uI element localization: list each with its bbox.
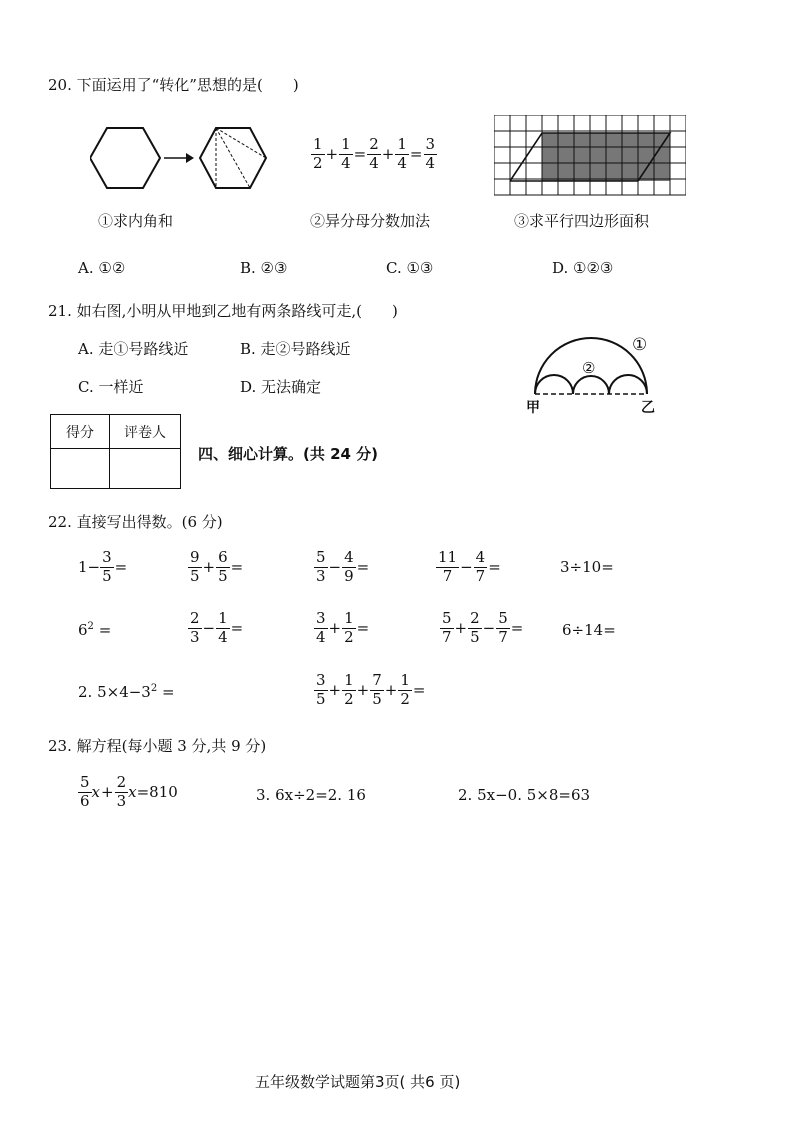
q20-option-c: C. ①③ [386,259,434,277]
q20-stem: 20. 下面运用了“转化”思想的是( ) [48,76,299,94]
end-label: 乙 [641,400,655,416]
q20-option-b: B. ②③ [240,259,288,277]
q22-r2c4: $\frac{5}{7}$ + $\frac{2}{5}$ − $\frac{5}{7}$ = [442,609,524,646]
q23-equation-2: 3. 6x÷2=2. 16 [256,786,366,804]
arrow-head [186,153,194,163]
q22-r2c2: $\frac{2}{3}$ − $\frac{1}{4}$ = [190,609,244,646]
q22-r1c1: 1− $\frac{3}{5}$ = [78,548,128,585]
q21-option-b: B. 走②号路线近 [240,340,351,358]
page-footer: 五年级数学试题第3页( 共6 页) [255,1073,461,1091]
route-2-label: ② [582,359,596,377]
q22-r2c1: $6^2$ = [78,621,112,639]
score-cell [51,449,110,489]
grader-cell [110,449,181,489]
q21-option-a: A. 走①号路线近 [78,340,189,358]
q20-option-a: A. ①② [78,259,126,277]
q22-r1c3: $\frac{5}{3}$ − $\frac{4}{9}$ = [316,548,370,585]
route-2-arc-c [609,375,647,394]
q20-option-d: D. ①②③ [552,259,614,277]
score-table [50,414,181,489]
q22-stem: 22. 直接写出得数。(6 分) [48,513,223,531]
hexagon-shape [90,128,160,188]
q23-stem: 23. 解方程(每小题 3 分,共 9 分) [48,737,267,755]
score-header: 得分 [51,415,110,449]
caption-3: ③求平行四边形面积 [514,212,650,230]
hexagon-divided [200,128,266,188]
caption-2: ②异分母分数加法 [310,212,431,230]
q22-r3c2: $\frac{3}{5}$ + $\frac{1}{2}$ + $\frac{7}{5}$ + $\frac{1}{2}$ = [316,671,426,708]
q22-r1c5: 3÷10= [560,558,614,576]
q22-r1c2: $\frac{9}{5}$ + $\frac{6}{5}$ = [190,548,244,585]
q21-stem: 21. 如右图,小明从甲地到乙地有两条路线可走,( ) [48,302,398,320]
q23-equation-3: 2. 5x−0. 5×8=63 [458,786,591,804]
q22-r2c5: 6÷14= [562,621,616,639]
caption-1: ①求内角和 [98,212,174,230]
q21-option-c: C. 一样近 [78,378,144,396]
q22-r1c4: $\frac{11}{7}$ − $\frac{4}{7}$ = [438,548,501,585]
section-4-heading: 四、细心计算。(共 24 分) [198,445,379,463]
route-figure [520,326,670,416]
start-label: 甲 [526,400,540,416]
fraction-addition-figure: $\frac{1}{2}$ + $\frac{1}{4}$ = $\frac{2}{4}$ + $\frac{1}{4}$ = $\frac{3}{4}$ [313,135,436,172]
q22-r2c3: $\frac{3}{4}$ + $\frac{1}{2}$ = [316,609,370,646]
q23-equation-1: $\frac{5}{6}$ x + $\frac{2}{3}$ x =810 [80,773,178,810]
hexagon-figure [90,126,270,192]
route-2-arc-b [573,376,609,394]
route-2-arc-a [535,375,573,394]
parallelogram-grid-figure [494,115,686,197]
q21-option-d: D. 无法确定 [240,378,322,396]
grader-header: 评卷人 [110,415,181,449]
q22-r3c1: 2. $5\times 4-3^2$ = [78,683,175,701]
route-1-label: ① [632,335,648,355]
